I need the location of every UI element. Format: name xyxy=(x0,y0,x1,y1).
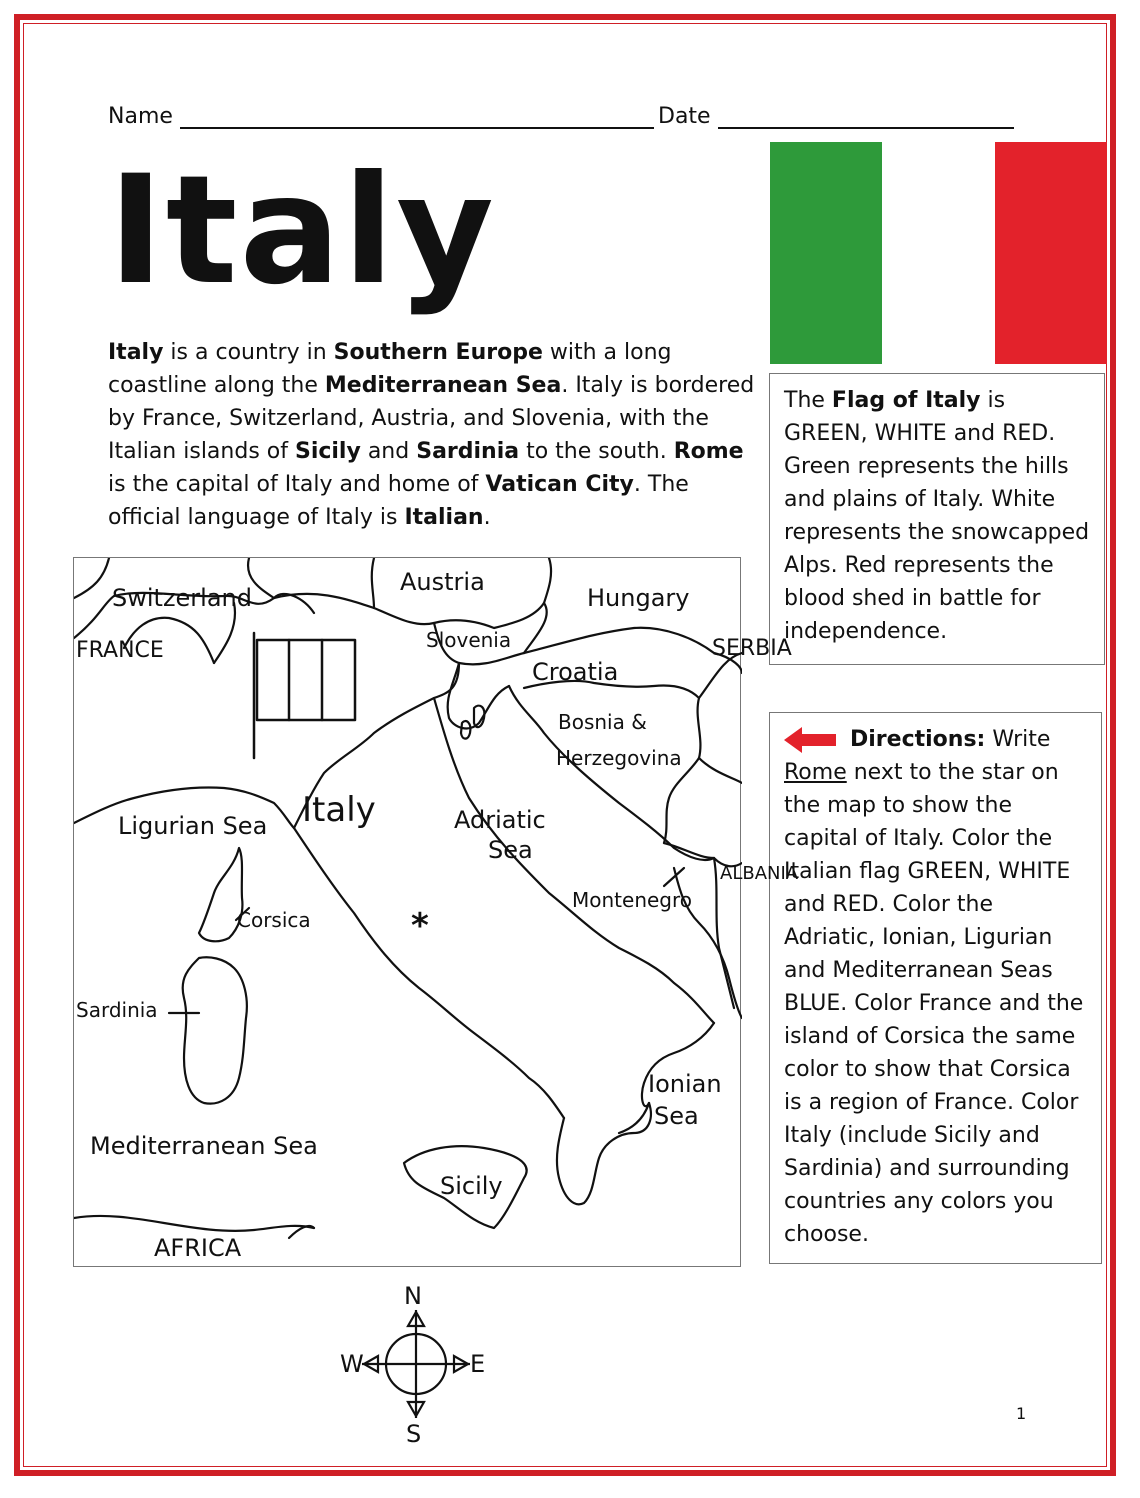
map-label-corsica: Corsica xyxy=(237,908,311,932)
map-label-ligurian-sea: Ligurian Sea xyxy=(118,812,268,840)
map-label-croatia: Croatia xyxy=(532,658,619,686)
compass-west: W xyxy=(340,1350,364,1378)
map-label-montenegro: Montenegro xyxy=(572,888,693,912)
compass-east: E xyxy=(470,1350,486,1378)
intro-paragraph xyxy=(108,336,756,534)
name-label: Name xyxy=(108,104,173,129)
italy-map[interactable] xyxy=(73,557,799,1267)
directions-text: next to the star on the map to show the capital of Italy. Color the Italian flag GREEN, WHITE and RED. Color the Adriatic, Ionian, Ligurian and Mediterranean Seas BLUE. Color France and the island of Corsica the same color to show that Corsica is a region of France. Color Italy (include Sicily and Sardinia) and surrounding countries any colors you choose. xyxy=(784,760,1084,1247)
name-field[interactable] xyxy=(108,104,654,129)
compass-north: N xyxy=(404,1282,422,1310)
map-label-adriatic-sea: Sea xyxy=(488,836,533,864)
intro-text: . Italy is bordered by France, Switzerland, Austria, and Slovenia, with the Italian islands of xyxy=(108,373,755,464)
italian-flag xyxy=(770,142,1107,364)
date-field[interactable] xyxy=(658,104,1014,129)
intro-southern-europe: Southern Europe xyxy=(333,340,543,365)
flag-white-stripe xyxy=(882,142,994,364)
intro-italy: Italy xyxy=(108,340,164,365)
map-label-italy: Italy xyxy=(302,790,376,830)
map-label-sicily: Sicily xyxy=(440,1172,503,1200)
intro-sardinia: Sardinia xyxy=(416,439,520,464)
flag-info-box xyxy=(769,373,1105,665)
intro-vatican: Vatican City xyxy=(485,472,634,497)
directions-label: Directions: xyxy=(850,727,986,752)
map-label-ionian: Ionian xyxy=(648,1070,722,1098)
map-label-austria: Austria xyxy=(400,568,485,596)
left-arrow-icon xyxy=(784,727,836,753)
intro-italian: Italian xyxy=(404,505,484,530)
name-blank-line[interactable] xyxy=(180,105,654,129)
date-label: Date xyxy=(658,104,711,129)
map-label-africa: AFRICA xyxy=(154,1234,242,1262)
intro-text: . The official language of Italy is xyxy=(108,472,689,530)
intro-text: . xyxy=(483,505,491,530)
map-label-ionian-sea: Sea xyxy=(654,1102,699,1130)
map-label-albania: ALBANIA xyxy=(720,863,799,884)
page-number: 1 xyxy=(1016,1404,1027,1423)
flag-info-text: is GREEN, WHITE and RED. Green represents the hills and plains of Italy. White represents the snowcapped Alps. Red represents the blood shed in battle for independence. xyxy=(784,388,1090,644)
flag-info-title: Flag of Italy xyxy=(831,388,981,413)
intro-text: and xyxy=(360,439,417,464)
flag-red-stripe xyxy=(995,142,1107,364)
map-label-bosnia: Bosnia & xyxy=(558,710,647,734)
intro-sicily: Sicily xyxy=(294,439,361,464)
intro-text: is a country in xyxy=(163,340,334,365)
rome-star-icon[interactable]: * xyxy=(411,906,429,946)
map-label-mediterranean-sea: Mediterranean Sea xyxy=(90,1132,318,1160)
directions-rome: Rome xyxy=(784,760,847,785)
map-label-adriatic: Adriatic xyxy=(454,806,546,834)
intro-text: is the capital of Italy and home of xyxy=(108,472,486,497)
page-title: Italy xyxy=(108,144,496,318)
directions-box xyxy=(769,712,1102,1264)
flag-green-stripe xyxy=(770,142,882,364)
intro-mediterranean: Mediterranean Sea xyxy=(324,373,562,398)
intro-text: to the south. xyxy=(519,439,674,464)
left-arrow-icon-svg xyxy=(784,727,836,753)
map-label-serbia: SERBIA xyxy=(712,636,792,661)
intro-text: with a long coastline along the xyxy=(108,340,672,398)
compass-south: S xyxy=(406,1420,422,1448)
map-label-switzerland: Switzerland xyxy=(112,584,252,612)
compass-rose xyxy=(338,1282,494,1448)
map-label-france: FRANCE xyxy=(76,638,164,663)
map-label-herzegovina: Herzegovina xyxy=(556,746,682,770)
map-label-sardinia: Sardinia xyxy=(76,998,158,1022)
directions-text: Write xyxy=(985,727,1051,752)
date-blank-line[interactable] xyxy=(718,105,1014,129)
intro-rome: Rome xyxy=(673,439,744,464)
map-label-slovenia: Slovenia xyxy=(426,628,512,652)
map-label-hungary: Hungary xyxy=(587,584,690,612)
flag-info-text: The xyxy=(784,388,832,413)
